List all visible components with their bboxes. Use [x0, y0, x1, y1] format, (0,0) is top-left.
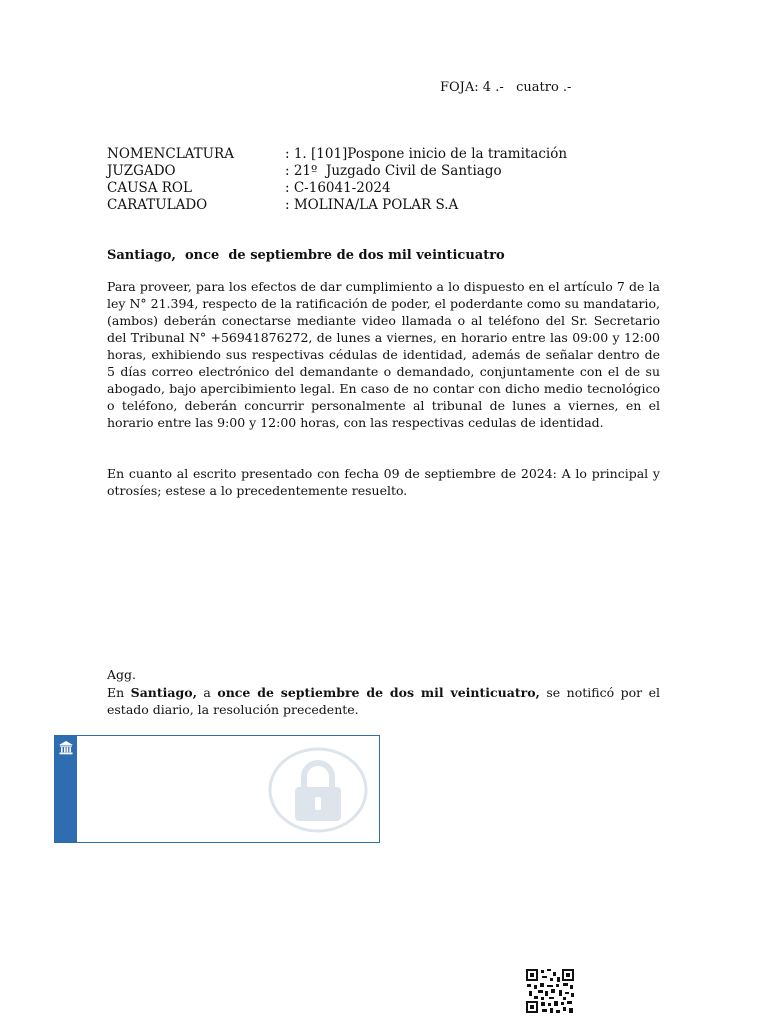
metadata-value: : 21º Juzgado Civil de Santiago — [285, 163, 502, 179]
qr-code-icon — [525, 968, 575, 1014]
resolution-date: Santiago, once de septiembre de dos mil veinticuatro — [107, 248, 505, 263]
metadata-row-causa-rol — [107, 180, 567, 197]
institution-icon — [58, 740, 74, 756]
stamp-side-bar — [55, 736, 77, 842]
notification-connector: a — [196, 685, 218, 700]
metadata-key: CARATULADO — [107, 197, 208, 213]
notification-city: Santiago, — [130, 685, 197, 700]
metadata-value: : MOLINA/LA POLAR S.A — [285, 197, 459, 213]
metadata-value: : C-16041-2024 — [285, 180, 391, 196]
metadata-value: : 1. [101]Pospone inicio de la tramitación — [285, 146, 568, 162]
metadata-key: JUZGADO — [107, 163, 176, 179]
metadata-row-juzgado — [107, 163, 567, 180]
metadata-row-nomenclatura — [107, 146, 567, 163]
notification-statement — [107, 684, 660, 718]
metadata-key: CAUSA ROL — [107, 180, 192, 196]
agg-label: Agg. — [107, 667, 137, 682]
resolution-paragraph: En cuanto al escrito presentado con fecha 09 de septiembre de 2024: A lo principal y otrosíes; estese a lo precedentemente resuelto. — [107, 466, 660, 498]
lock-icon — [268, 747, 368, 833]
notification-date: once de septiembre de dos mil veinticuatro, — [217, 685, 540, 700]
resolution-paragraph: Para proveer, para los efectos de dar cumplimiento a lo dispuesto en el artículo 7 de la ley N° 21.394, respecto de la ratificación de poder, el poderdante como su mandatario, (ambos) deberán conectarse mediante video llamada o al teléfono del Sr. Secretario del Tribunal N° +56941876272, de lunes a viernes, en horario entre las 09:00 y 12:00 horas, exhibiendo sus respectivas cédulas de identidad, además de señalar dentro de 5 días correo electrónico del demandante o demandado, conjuntamente con el de su abogado, bajo apercibimiento legal. En caso de no contar con dicho medio tecnológico o teléfono, deberán concurrir personalmente al tribunal de lunes a viernes, en el horario entre las 9:00 y 12:00 horas, con las respectivas cedulas de identidad. — [107, 279, 660, 430]
notification-suffix: se notificó por el estado diario, la resolución precedente. — [107, 685, 660, 717]
notification-prefix: En — [107, 685, 131, 700]
case-metadata — [107, 146, 567, 214]
metadata-key: NOMENCLATURA — [107, 146, 234, 162]
foja-header: FOJA: 4 .- cuatro .- — [440, 80, 572, 95]
electronic-signature-stamp — [54, 735, 380, 843]
metadata-row-caratulado — [107, 197, 567, 214]
